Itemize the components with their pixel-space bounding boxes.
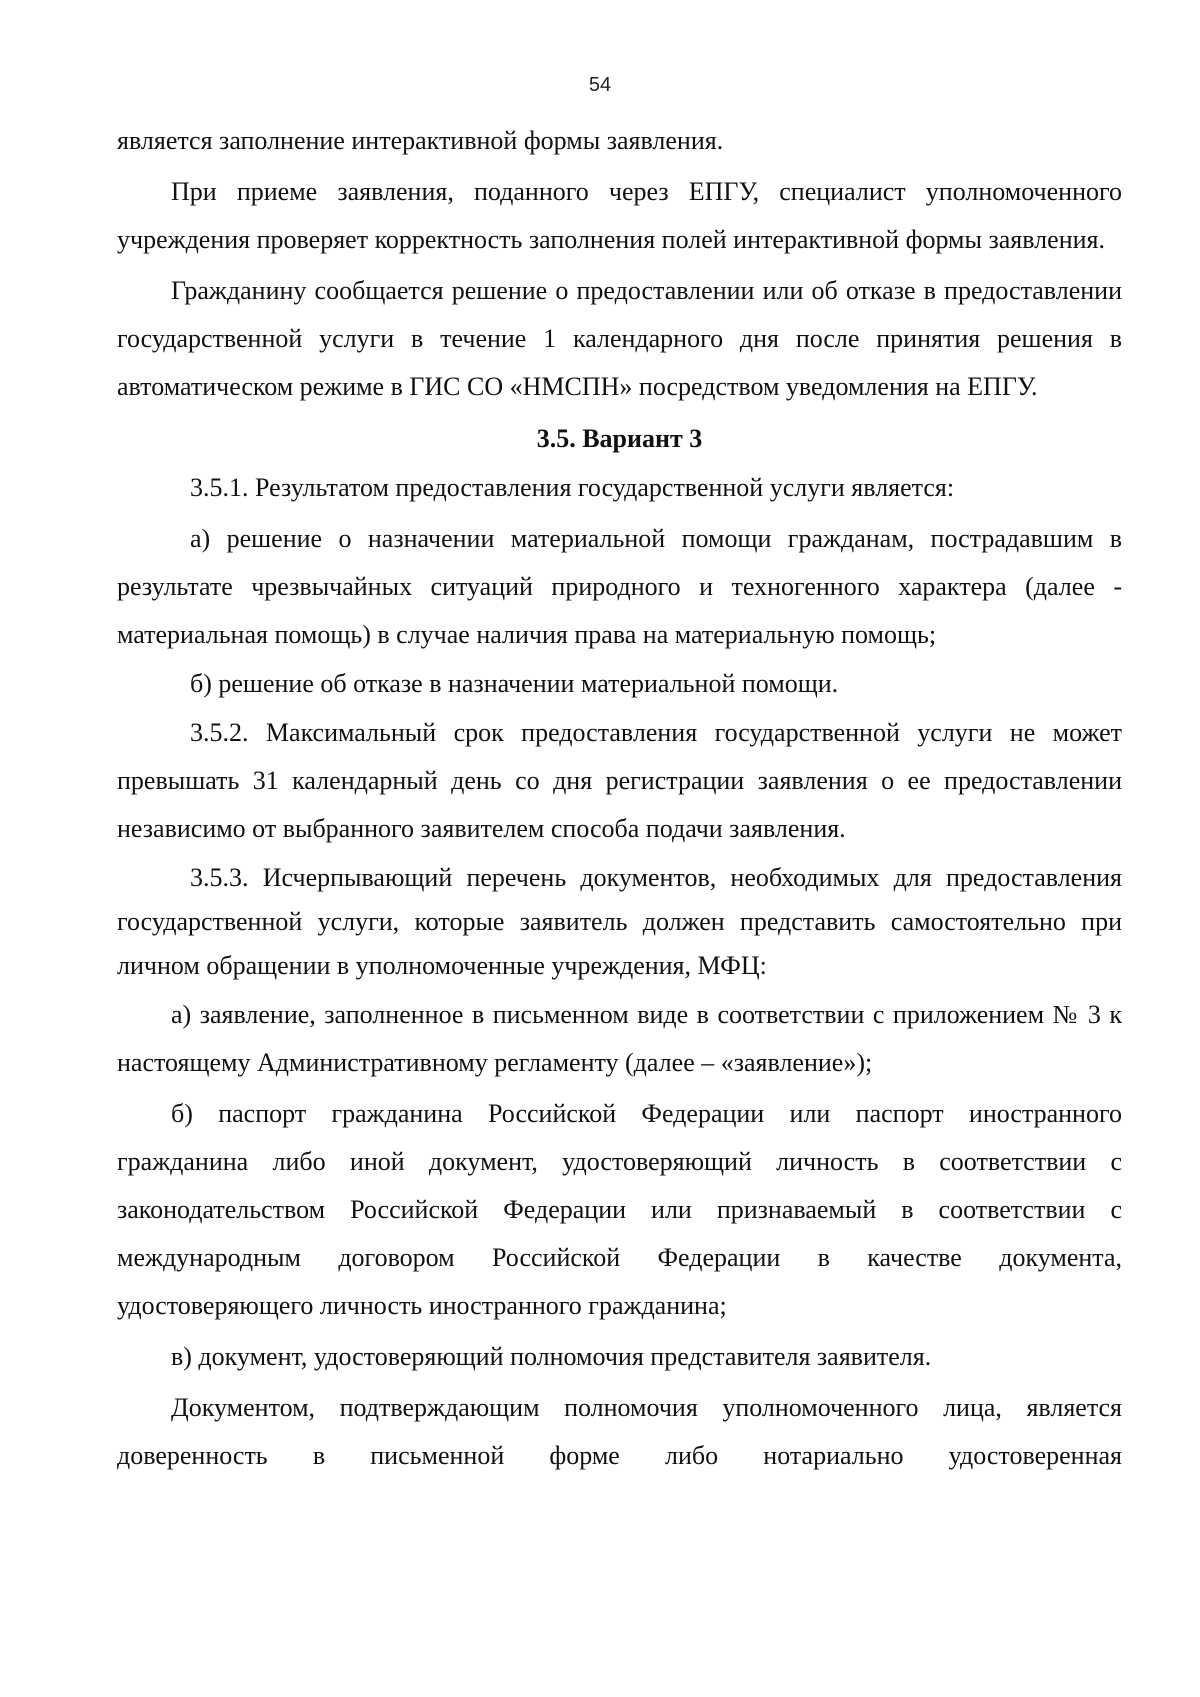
paragraph-3-5-2: 3.5.2. Максимальный срок предоставления государственной услуги не может превышать 31 календарный день со дня регистрации заявления о ее предоставлении независимо от выбранного заявителем способа подачи заявления. (117, 718, 1122, 843)
paragraph-3-5-3: 3.5.3. Исчерпывающий перечень документов, необходимых для предоставления государственной услуги, которые заявитель должен представить самостоятельно при личном обращении в уполномоченные учреждения, МФЦ: (117, 863, 1122, 980)
paragraph-3-5-1: 3.5.1. Результатом предоставления государственной услуги является: (190, 473, 955, 502)
paragraph-item-b-result: б) решение об отказе в назначении материальной помощи. (190, 669, 839, 698)
paragraph-continuation: является заполнение интерактивной формы заявления. (117, 126, 724, 155)
section-heading: 3.5. Вариант 3 (536, 424, 703, 453)
document-body (117, 117, 1122, 1483)
page-number: 54 (588, 74, 612, 96)
paragraph-epgu-check: При приеме заявления, поданного через ЕПГУ, специалист уполномоченного учреждения проверяет корректность заполнения полей интерактивной формы заявления. (117, 177, 1122, 254)
paragraph-power-of-attorney: Документом, подтверждающим полномочия уполномоченного лица, является доверенность в письменной форме либо нотариально удостоверенная (117, 1393, 1122, 1470)
paragraph-item-a-result: а) решение о назначении материальной помощи гражданам, пострадавшим в результате чрезвычайных ситуаций природного и техногенного характера (далее - материальная помощь) в случае наличия права на материальную помощь; (117, 524, 1122, 649)
paragraph-decision-notice: Гражданину сообщается решение о предоставлении или об отказе в предоставлении государственной услуги в течение 1 календарного дня после принятия решения в автоматическом режиме в ГИС СО «НМСПН» посредством уведомления на ЕПГУ. (117, 276, 1122, 401)
paragraph-item-v-authority: в) документ, удостоверяющий полномочия представителя заявителя. (171, 1342, 932, 1371)
paragraph-item-a-application: а) заявление, заполненное в письменном виде в соответствии с приложением № 3 к настоящему Административному регламенту (далее – «заявление»); (117, 1000, 1122, 1077)
paragraph-item-b-passport: б) паспорт гражданина Российской Федерации или паспорт иностранного гражданина либо иной документ, удостоверяющий личность в соответствии с законодательством Российской Федерации или признаваемый в соответствии с международным договором Российской Федерации в качестве документа, удостоверяющего личность иностранного гражданина; (117, 1099, 1122, 1320)
